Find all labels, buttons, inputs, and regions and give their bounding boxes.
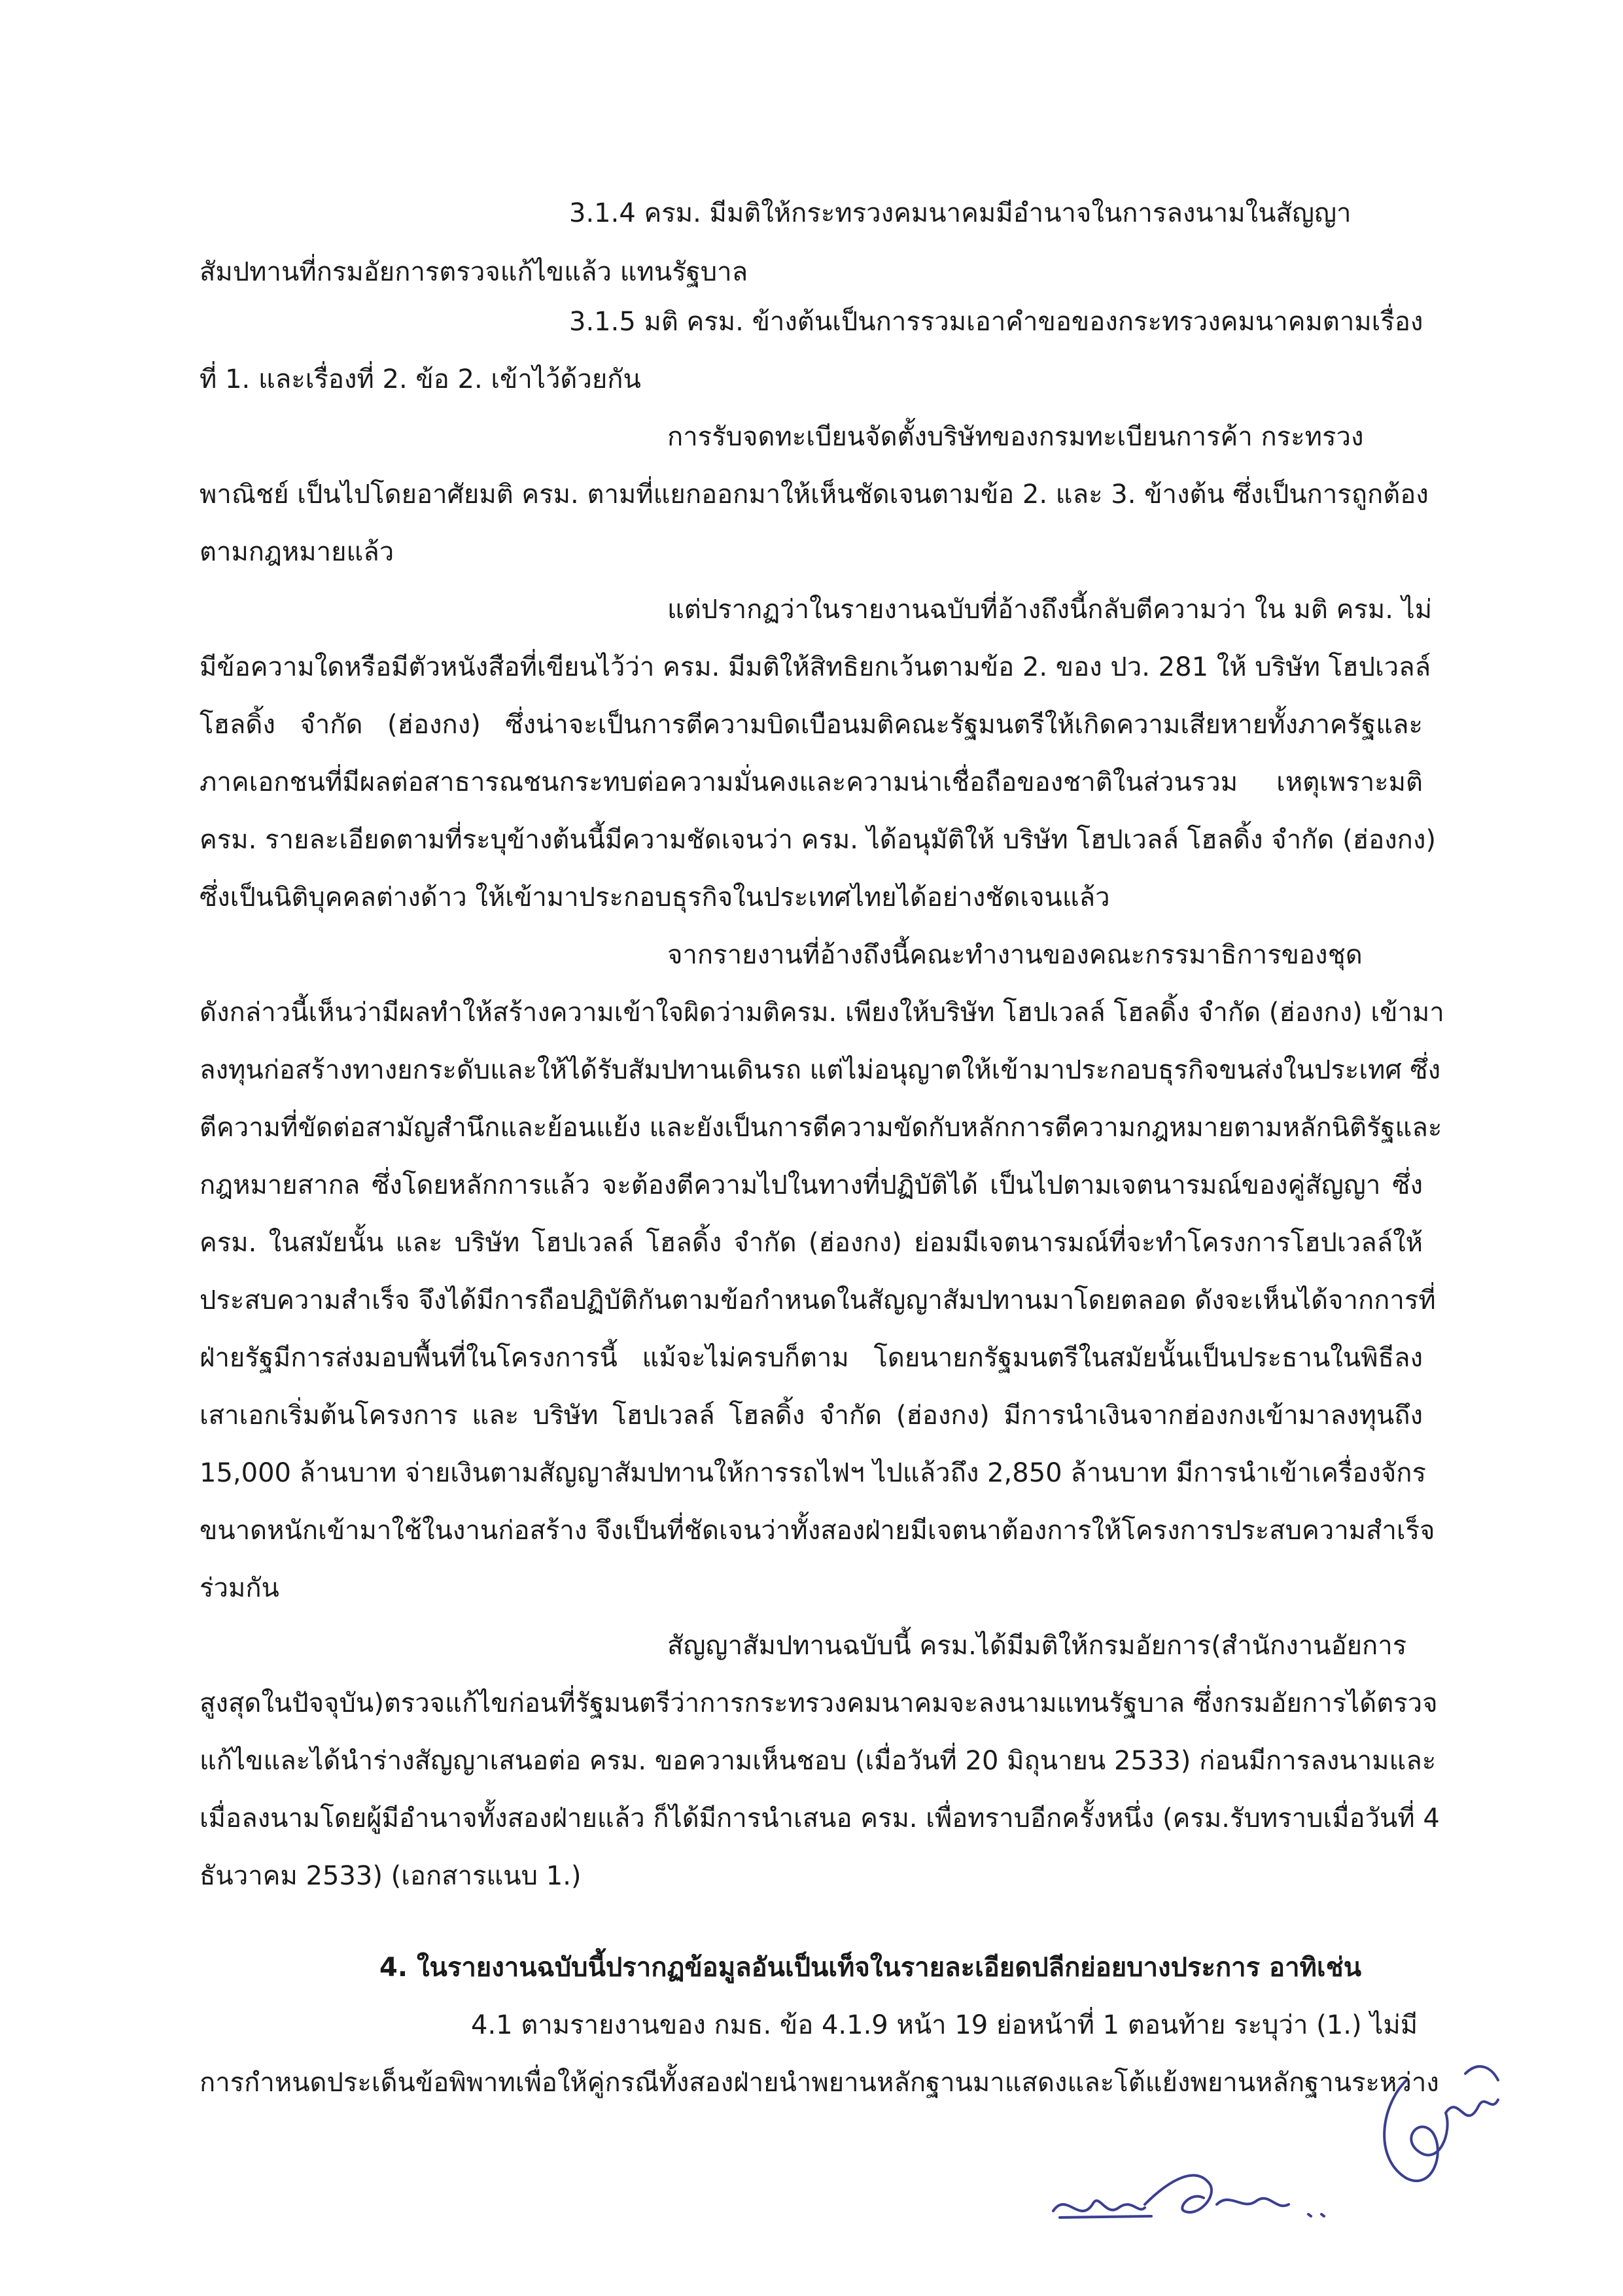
text-line: จากรายงานที่อ้างถึงนี้คณะทำงานของคณะกรรมาธิการของชุด [667,940,1363,970]
text-line: ลงทุนก่อสร้างทางยกระดับและให้ได้รับสัมปทานเดินรถ แต่ไม่อนุญาตให้เข้ามาประกอบธุรกิจขนส่งในประเทศ ซึ่ง [200,1055,1441,1085]
text-line: สัญญาสัมปทานฉบับนี้ ครม.ได้มีมติให้กรมอัยการ(สำนักงานอัยการ [667,1631,1407,1661]
text-line: ขนาดหนักเข้ามาใช้ในงานก่อสร้าง จึงเป็นที่ชัดเจนว่าทั้งสองฝ่ายมีเจตนาต้องการให้โครงการประสบความสำเร็จ [200,1516,1435,1546]
text-line: ร่วมกัน [200,1573,279,1603]
text-line: สูงสุดในปัจจุบัน)ตรวจแก้ไขก่อนที่รัฐมนตรีว่าการกระทรวงคมนาคมจะลงนามแทนรัฐบาล ซึ่งกรมอัยการได้ตรวจ [200,1688,1438,1718]
section-heading: 4. ในรายงานฉบับนี้ปรากฏข้อมูลอันเป็นเท็จในรายละเอียดปลีกย่อยบางประการ อาทิเช่น [379,1953,1362,1983]
text-line: ซึ่งเป็นนิติบุคคลต่างด้าว ให้เข้ามาประกอบธุรกิจในประเทศไทยได้อย่างชัดเจนแล้ว [200,882,1110,913]
text-line: ประสบความสำเร็จ จึงได้มีการถือปฏิบัติกันตามข้อกำหนดในสัญญาสัมปทานมาโดยตลอด ดังจะเห็นได้จากการที่ [200,1285,1436,1315]
text-line: เมื่อลงนามโดยผู้มีอำนาจทั้งสองฝ่ายแล้ว ก็ได้มีการนำเสนอ ครม. เพื่อทราบอีกครั้งหนึ่ง (ครม.รับทราบเมื่อวันที่ 4 [200,1803,1440,1834]
text-line: โฮลดิ้ง จำกัด (ฮ่องกง) ซึ่งน่าจะเป็นการตีความบิดเบือนมติคณะรัฐมนตรีให้เกิดความเสียหายทั้งภาครัฐและ [200,710,1423,740]
signature-initials [1047,2126,1374,2244]
text-line: ครม. ในสมัยนั้น และ บริษัท โฮปเวลล์ โฮลดิ้ง จำกัด (ฮ่องกง) ย่อมมีเจตนารมณ์ที่จะทำโครงการโฮปเวลล์ให้ [200,1228,1423,1258]
text-line: 4.1 ตามรายงานของ กมธ. ข้อ 4.1.9 หน้า 19 ย่อหน้าที่ 1 ตอนท้าย ระบุว่า (1.) ไม่มี [471,2010,1418,2040]
text-line: กฎหมายสากล ซึ่งโดยหลักการแล้ว จะต้องตีความไปในทางที่ปฏิบัติได้ เป็นไปตามเจตนารมณ์ของคู่สัญญา ซึ่ง [200,1170,1423,1200]
text-line: ที่ 1. และเรื่องที่ 2. ข้อ 2. เข้าไว้ด้วยกัน [200,364,641,394]
text-line: ฝ่ายรัฐมีการส่งมอบพื้นที่ในโครงการนี้ แม้จะไม่ครบก็ตาม โดยนายกรัฐมนตรีในสมัยนั้นเป็นประธานในพิธีลง [200,1343,1423,1373]
signature-initials [1367,2054,1511,2204]
text-line: ครม. รายละเอียดตามที่ระบุข้างต้นนี้มีความชัดเจนว่า ครม. ได้อนุมัติให้ บริษัท โฮปเวลล์ โฮลดิ้ง จำกัด (ฮ่องกง) [200,825,1436,855]
text-line: ธันวาคม 2533) (เอกสารแนบ 1.) [200,1861,582,1891]
text-line: 15,000 ล้านบาท จ่ายเงินตามสัญญาสัมปทานให้การรถไฟฯ ไปแล้วถึง 2,850 ล้านบาท มีการนำเข้าเครื่องจักร [200,1458,1426,1488]
text-line: ดังกล่าวนี้เห็นว่ามีผลทำให้สร้างความเข้าใจผิดว่ามติครม. เพียงให้บริษัท โฮปเวลล์ โฮลดิ้ง จำกัด (ฮ่องกง) เข้ามา [200,998,1444,1028]
text-line: แต่ปรากฏว่าในรายงานฉบับที่อ้างถึงนี้กลับตีความว่า ใน มติ ครม. ไม่ [667,595,1433,625]
text-line: 3.1.5 มติ ครม. ข้างต้นเป็นการรวมเอาคำขอของกระทรวงคมนาคมตามเรื่อง [569,307,1423,337]
text-line: ภาคเอกชนที่มีผลต่อสาธารณชนกระทบต่อความมั่นคงและความน่าเชื่อถือของชาติในส่วนรวม เหตุเพราะมติ [200,767,1423,797]
text-line: สัมปทานที่กรมอัยการตรวจแก้ไขแล้ว แทนรัฐบาล [200,257,748,287]
text-line: การกำหนดประเด็นข้อพิพาทเพื่อให้คู่กรณีทั้งสองฝ่ายนำพยานหลักฐานมาแสดงและโต้แย้งพยานหลักฐานระหว่าง [200,2068,1439,2098]
text-line: การรับจดทะเบียนจัดตั้งบริษัทของกรมทะเบียนการค้า กระทรวง [667,422,1364,452]
text-line: ตามกฎหมายแล้ว [200,537,394,567]
text-line: ตีความที่ขัดต่อสามัญสำนึกและย้อนแย้ง และยังเป็นการตีความขัดกับหลักการตีความกฎหมายตามหลักนิติรัฐและ [200,1113,1442,1143]
text-line: 3.1.4 ครม. มีมติให้กระทรวงคมนาคมมีอำนาจในการลงนามในสัญญา [569,198,1352,228]
text-line: พาณิชย์ เป็นไปโดยอาศัยมติ ครม. ตามที่แยกออกมาให้เห็นชัดเจนตามข้อ 2. และ 3. ข้างต้น ซึ่งเป็นการถูกต้อง [200,479,1429,510]
text-line: เสาเอกเริ่มต้นโครงการ และ บริษัท โฮปเวลล์ โฮลดิ้ง จำกัด (ฮ่องกง) มีการนำเงินจากฮ่องกงเข้ามาลงทุนถึง [200,1400,1423,1431]
text-line: แก้ไขและได้นำร่างสัญญาเสนอต่อ ครม. ขอความเห็นชอบ (เมื่อวันที่ 20 มิถุนายน 2533) ก่อนมีการลงนามและ [200,1746,1437,1776]
text-line: มีข้อความใดหรือมีตัวหนังสือที่เขียนไว้ว่า ครม. มีมติให้สิทธิยกเว้นตามข้อ 2. ของ ปว. 281 ให้ บริษัท โฮปเวลล์ [200,652,1431,682]
